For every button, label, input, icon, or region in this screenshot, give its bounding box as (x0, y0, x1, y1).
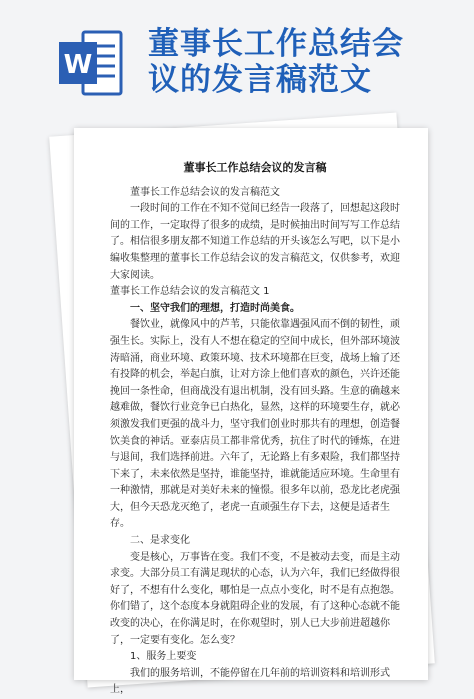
paragraph: 董事长工作总结会议的发言稿范文 (130, 186, 280, 198)
word-document-icon (57, 28, 127, 98)
banner-title-line-1: 董事长工作总结会 (148, 26, 404, 62)
banner-title (148, 26, 404, 98)
paragraph: 我们的服务培训，不能停留在几年前的培训资料和培训形式上， (110, 667, 390, 696)
document-title: 董事长工作总结会议的发言稿 (183, 161, 327, 174)
paragraph: 一段时间的工作在不知不觉间已经告一段落了，回想起这段时间的工作，一定取得了很多的成绩，是时候抽出时间写写工作总结了。相信很多朋友都不知道工作总结的开头该怎么写吧，以下是小编收集整理的董事长工作总结会议的发言稿范文，仅供参考，欢迎大家阅读。 (110, 203, 400, 281)
paragraph: 1、服务上要变 (130, 651, 197, 663)
banner (0, 0, 474, 128)
paragraph-list (110, 185, 400, 699)
word-icon-letter: W (63, 50, 93, 80)
banner-title-line-2: 议的发言稿范文 (148, 62, 372, 98)
document-page (74, 128, 428, 696)
document-body (110, 160, 400, 699)
paragraph: 一、坚守我们的理想，打造时尚美食。 (130, 302, 300, 314)
paragraph: 二、是求变化 (130, 535, 190, 547)
paragraph: 董事长工作总结会议的发言稿范文 1 (110, 286, 270, 298)
paragraph: 餐饮业，就像风中的芦苇，只能依靠遇强风而不倒的韧性，顽强生长。实际上，没有人不想在稳定的空间中成长，但外部环境波涛暗涌，商业环境、政策环境、技术环境都在巨变，战场上输了还有投降的机会，举起白旗，让对方涂上他们喜欢的颜色，兴许还能挽回一条性命，但商战没有退出机制，没有回头路。生意的确越来越难做，餐饮行业竞争已白热化，显然，这样的环境要生存，就必须激发我们更强的战斗力，坚守我们创业时那共有的理想，创造餐饮美食的神话。亚泰店员工都非常优秀，抗住了时代的锤炼，在进与退间，我们选择前进。六年了，无论路上有多艰险，我们都坚持下来了，未来依然是坚持，谁能坚持，谁就能适应环境。生命里有一种激情，那就是对美好未来的憧憬。很多年以前，恐龙比老虎强大，但今天恐龙灭绝了，老虎一直顽强生存下去，这便是适者生存。 (110, 319, 400, 530)
paragraph: 变是核心，万事皆在变。我们不变，不是被动去变，而是主动求变。大部分员工有满足现状的心态，认为六年，我们已经做得很好了，不想有什么变化，哪怕是一点点小变化，时不是有点抱怨。你们错了，这个态度本身就阻碍企业的发展，有了这种心态就不能改变的决心，在你满足时，在你观望时，别人已大步前进超越你了，一定要有变化。怎么变？ (110, 551, 400, 646)
